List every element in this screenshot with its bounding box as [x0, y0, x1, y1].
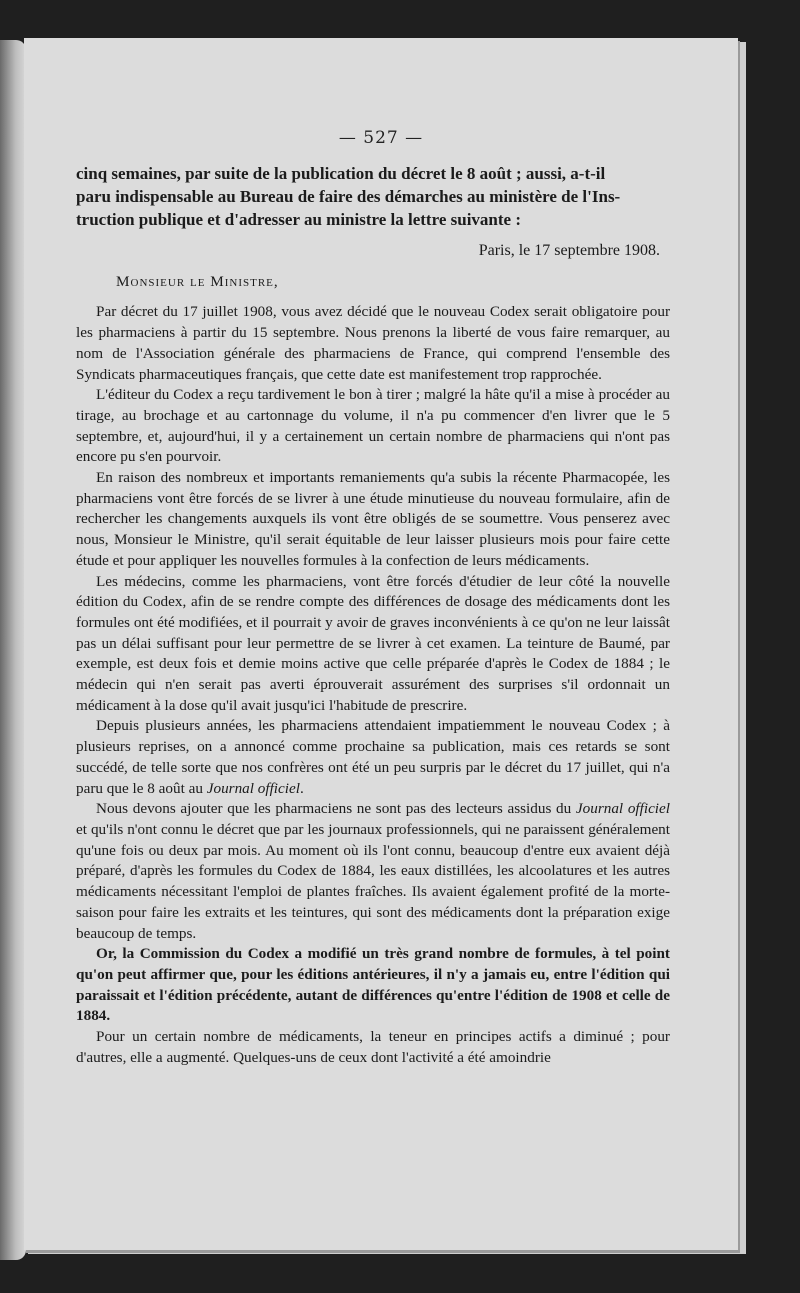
journal-title-2: Journal officiel: [575, 800, 670, 818]
paragraph-6-rest: et qu'ils n'ont connu le décret que par les journaux professionnels, qui ne paraissent généralement qu'une fois ou deux par mois. Au moment où ils l'ont connu, beaucoup d'entre eux avaient déjà préparé, d'après les formules du Codex de 1884, les eaux distillées, les alcoolatures et les autres médicaments nécessitant l'emploi de plantes fraîches. Ils avaient également profité de la morte-saison pour faire les extraits et les teintures, qui sont des médicaments dont la préparation exige beaucoup de temps.: [76, 820, 670, 942]
facing-page-edge: [0, 40, 26, 1260]
intro-line-1: cinq semaines, par suite de la publication du décret le 8 août ; aussi, a-t-il: [76, 164, 606, 183]
intro-line-2: paru indispensable au Bureau de faire des démarches au ministère de l'Ins-: [76, 187, 621, 206]
letter-paragraph-1: Par décret du 17 juillet 1908, vous avez décidé que le nouveau Codex serait obligatoire pour les pharmaciens à partir du 15 septembre. Nous prenons la liberté de vous faire remarquer, au nom de l'Association générale des pharmaciens de France, qui comprend l'ensemble des Syndicats pharmaceutiques français, que cette date est manifestement trop rapprochée.: [76, 303, 670, 383]
letter-paragraph-7: Or, la Commission du Codex a modifié un très grand nombre de formules, à tel point qu'on peut affirmer que, pour les éditions antérieures, il n'y a jamais eu, entre l'édition qui paraissait et l'édition précédente, autant de différences qu'entre l'édition de 1908 et celle de 1884.: [76, 945, 670, 1025]
journal-title: Journal officiel: [206, 779, 300, 797]
letter-paragraph-5: Depuis plusieurs années, les pharmaciens attendaient impatiemment le nouveau Codex ; à plusieurs reprises, on a annoncé comme prochaine sa publication, mais ces retards se sont succédé, de telle sorte que nos confrères ont été un peu surpris par le décret du 17 juillet, qui n'a paru que le 8 août au Journal officiel.: [76, 717, 670, 797]
letter-paragraph-3: En raison des nombreux et importants remaniements qu'a subis la récente Pharmacopée, les pharmaciens vont être forcés de se livrer à une étude minutieuse du nouveau formulaire, afin de rechercher les changements auxquels ils vont être obligés de se soumettre. Vous penserez avec nous, Monsieur le Ministre, qu'il serait équitable de leur laisser plusieurs mois pour faire cette étude et pour appliquer les nouvelles formules à la confection de leurs médicaments.: [76, 469, 670, 569]
letter-date: Paris, le 17 septembre 1908.: [478, 242, 660, 259]
letter-paragraph-8: Pour un certain nombre de médicaments, la teneur en principes actifs a diminué ; pour d'autres, elle a augmenté. Quelques-uns de ceux dont l'activité a été amoindrie: [76, 1028, 670, 1066]
paragraph-5-text: Depuis plusieurs années, les pharmaciens attendaient impatiemment le nouveau Codex ; à plusieurs reprises, on a annoncé comme prochaine sa publication, mais ces retards se sont succédé, de telle sorte que nos confrères ont été un peu surpris par le décret du 17 juillet, qui n'a paru que le 8 août au: [76, 717, 670, 797]
letter-paragraph-2: L'éditeur du Codex a reçu tardivement le bon à tirer ; malgré la hâte qu'il a mise à procéder au tirage, au brochage et au cartonnage du volume, il n'a pu commencer d'en livrer que le 5 septembre, et, aujourd'hui, il y a certainement un certain nombre de pharmaciens qui n'ont pas encore pu s'en pourvoir.: [76, 386, 670, 466]
book-page: [24, 38, 738, 1250]
paragraph-6-start: Nous devons ajouter que les pharmaciens ne sont pas des lecteurs assidus du: [96, 800, 572, 818]
intro-line-3: truction publique et d'adresser au ministre la lettre suivante :: [76, 210, 521, 229]
page-body: [76, 162, 670, 1068]
letter-paragraph-4: Les médecins, comme les pharmaciens, vont être forcés d'étudier de leur côté la nouvelle édition du Codex, afin de se rendre compte des différences de dosage des médicaments dont les formules ont été modifiées, et il pourrait y avoir de graves inconvénients à ce qu'on ne leur laissât pas un délai suffisant pour leur permettre de se livrer à cet examen. La teinture de Baumé, par exemple, est deux fois et demie moins active que celle préparée d'après le Codex de 1884 ; le médecin qui n'en serait pas averti éprouverait assurément des surprises s'il ordonnait un médicament à la dose qu'il avait jusqu'ici l'habitude de prescrire.: [76, 572, 670, 714]
page-number: — 527 —: [338, 128, 424, 148]
letter-salutation: Monsieur le Ministre,: [116, 272, 279, 290]
letter-paragraph-6: [76, 799, 670, 944]
